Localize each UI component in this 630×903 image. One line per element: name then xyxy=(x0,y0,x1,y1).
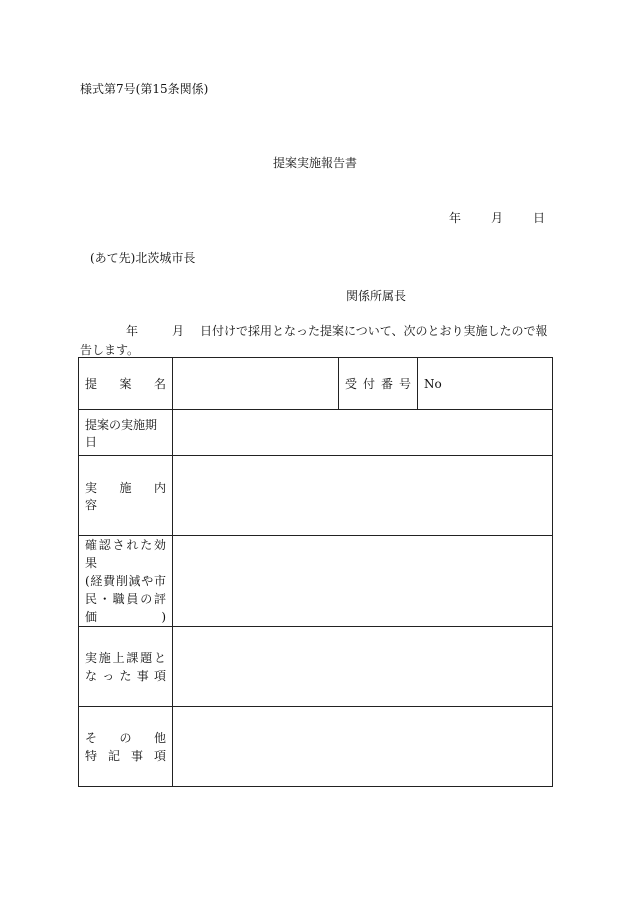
issues-label-line: 実施上課題と xyxy=(85,650,166,665)
table-row xyxy=(79,627,553,707)
body-text xyxy=(80,322,558,360)
effects-label-line: 民・職員の評価) xyxy=(85,592,166,624)
date-month: 月 xyxy=(491,211,504,225)
implementation-date-field[interactable] xyxy=(173,410,553,456)
body-text-main: 日付けで採用となった提案について、次のとおり実施したので報告します。 xyxy=(80,324,548,357)
effects-label-line: 確認された効果 xyxy=(85,538,166,570)
receipt-number-field[interactable]: No xyxy=(418,358,553,410)
issues-label-line: なった事項 xyxy=(85,668,166,683)
proposal-name-label: 提 案 名 xyxy=(79,358,173,410)
table-row xyxy=(79,536,553,627)
issues-field[interactable] xyxy=(173,627,553,707)
body-year: 年 xyxy=(126,324,139,338)
form-number: 様式第7号(第15条関係) xyxy=(80,82,209,96)
table-row xyxy=(79,410,553,456)
issues-label xyxy=(79,627,173,707)
addressee: (あて先)北茨城市長 xyxy=(90,251,196,265)
document-title: 提案実施報告書 xyxy=(272,156,357,170)
implementation-content-field[interactable] xyxy=(173,456,553,536)
implementation-content-label: 実 施 内 容 xyxy=(79,456,173,536)
other-label-line: その他 xyxy=(85,730,166,745)
receipt-number-label: 受 付 番 号 xyxy=(339,358,418,410)
proposal-name-field[interactable] xyxy=(173,358,339,410)
date-day: 日 xyxy=(533,211,546,225)
effects-field[interactable] xyxy=(173,536,553,627)
other-label-line: 特記事項 xyxy=(85,748,166,763)
other-field[interactable] xyxy=(173,707,553,787)
implementation-date-label: 提案の実施期日 xyxy=(79,410,173,456)
table-row xyxy=(79,456,553,536)
other-label xyxy=(79,707,173,787)
effects-label-line: (経費削減や市 xyxy=(85,574,166,588)
table-row xyxy=(79,358,553,410)
effects-label xyxy=(79,536,173,627)
date-line xyxy=(449,209,545,226)
table-row xyxy=(79,707,553,787)
sender: 関係所属長 xyxy=(346,289,407,303)
body-month: 月 xyxy=(172,324,185,338)
date-year: 年 xyxy=(449,211,462,225)
report-table xyxy=(78,357,553,787)
